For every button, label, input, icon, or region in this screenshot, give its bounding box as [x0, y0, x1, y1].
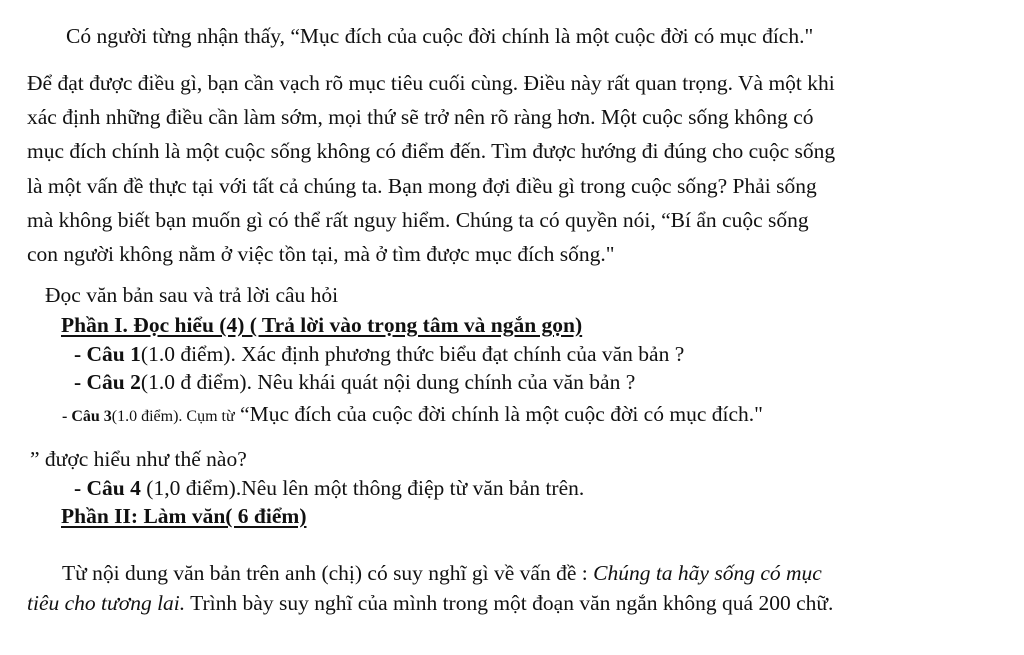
- question-3: [62, 400, 763, 431]
- passage-line: là một vấn đề thực tại với tất cả chúng ta. Bạn mong đợi điều gì trong cuộc sống? Phải sống: [27, 174, 817, 198]
- question-3-label: - Câu 3: [62, 408, 112, 425]
- question-3-text: “Mục đích của cuộc đời chính là một cuộc đời có mục đích.": [234, 402, 763, 426]
- instruction: Đọc văn bản sau và trả lời câu hỏi: [45, 283, 339, 307]
- question-3-continuation: ” được hiểu như thế nào?: [30, 447, 247, 471]
- passage-line: mục đích chính là một cuộc sống không có điểm đến. Tìm được hướng đi đúng cho cuộc sống: [27, 139, 836, 163]
- part1-heading: Phần I. Đọc hiểu (4) ( Trả lời vào trọng tâm và ngắn gọn): [61, 313, 583, 337]
- question-3-points: (1.0 điểm). Cụm từ: [111, 408, 235, 425]
- essay-topic-part-1: Chúng ta hãy sống có mục: [593, 561, 822, 585]
- passage-line: xác định những điều cần làm sớm, mọi thứ sẽ trở nên rõ ràng hơn. Một cuộc sống không có: [27, 105, 814, 129]
- essay-prompt-line-1: [62, 559, 822, 587]
- passage-line: Để đạt được điều gì, bạn cần vạch rõ mục tiêu cuối cùng. Điều này rất quan trọng. Và một khi: [27, 71, 835, 95]
- essay-suffix: Trình bày suy nghĩ của mình trong một đoạn văn ngắn không quá 200 chữ.: [185, 591, 834, 615]
- essay-prompt-line-2: [27, 589, 833, 617]
- question-2-label: - Câu 2: [74, 370, 141, 394]
- question-1-text: (1.0 điểm). Xác định phương thức biểu đạt chính của văn bản ?: [140, 342, 685, 366]
- part2-heading: Phần II: Làm văn( 6 điểm): [61, 504, 307, 528]
- question-4-label: - Câu 4: [74, 476, 141, 500]
- passage-line: mà không biết bạn muốn gì có thể rất nguy hiểm. Chúng ta có quyền nói, “Bí ẩn cuộc sống: [27, 208, 809, 232]
- question-1: [74, 340, 684, 368]
- question-2-text: (1.0 đ điểm). Nêu khái quát nội dung chính của văn bản ?: [140, 370, 636, 394]
- passage-line: con người không nằm ở việc tồn tại, mà ở tìm được mục đích sống.": [27, 242, 615, 266]
- question-1-label: - Câu 1: [74, 342, 141, 366]
- question-4: [74, 474, 584, 502]
- essay-prefix: Từ nội dung văn bản trên anh (chị) có suy nghĩ gì về vấn đề :: [62, 561, 594, 585]
- question-2: [74, 368, 635, 396]
- question-4-text: (1,0 điểm).Nêu lên một thông điệp từ văn bản trên.: [140, 476, 585, 500]
- intro-quote: Có người từng nhận thấy, “Mục đích của cuộc đời chính là một cuộc đời có mục đích.": [66, 24, 814, 48]
- essay-topic-part-2: tiêu cho tương lai.: [27, 591, 186, 615]
